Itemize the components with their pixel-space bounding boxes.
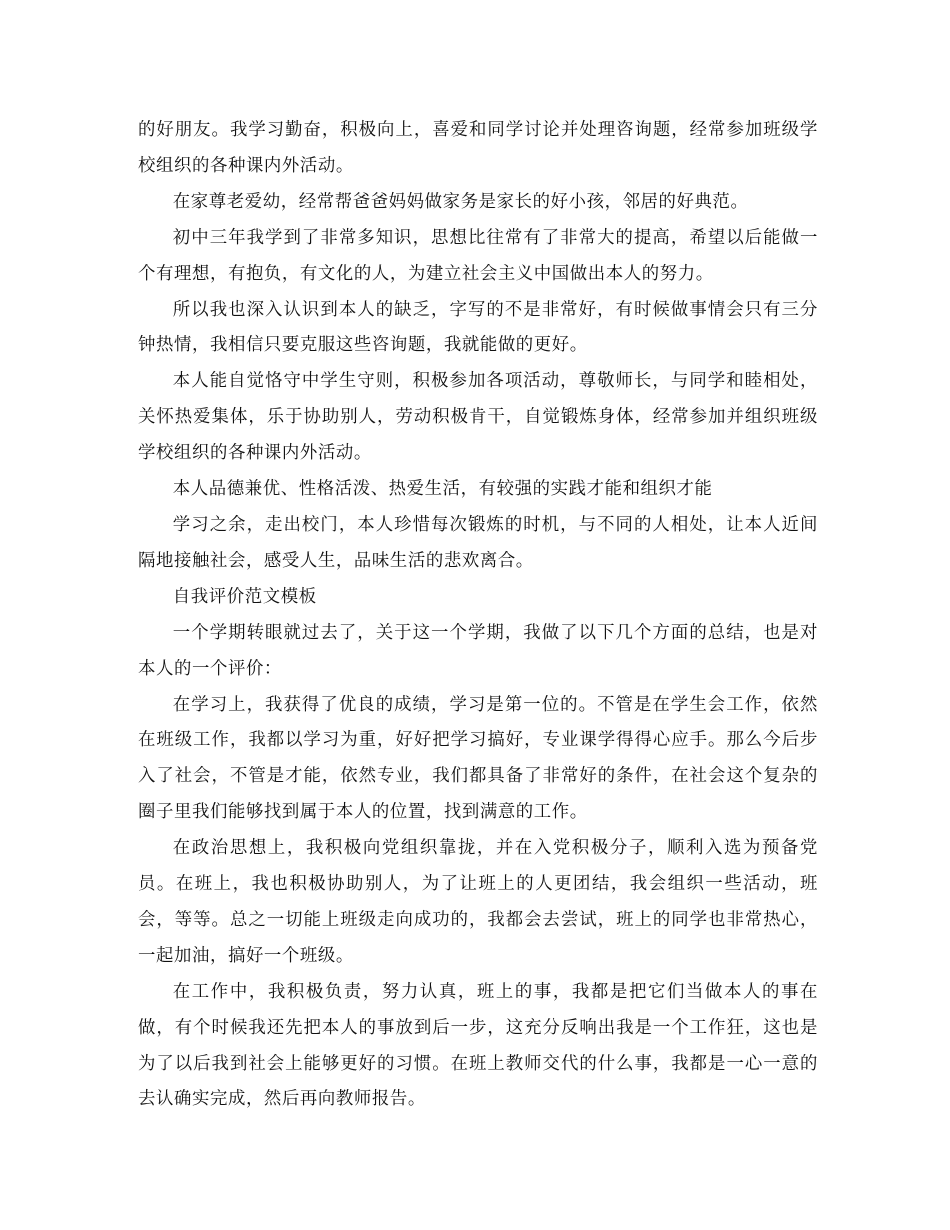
paragraph-continuation: 的好朋友。我学习勤奋，积极向上，喜爱和同学讨论并处理咨询题，经常参加班级学校组织的各种课内外活动。 — [138, 120, 818, 176]
paragraph-politics: 在政治思想上，我积极向党组织靠拢，并在入党积极分子，顺利入选为预备党员。在班上，我也积极协助别人，为了让班上的人更团结，我会组织一些活动，班会，等等。总之一切能上班级走向成功的，我都会去尝试，班上的同学也非常热心，一起加油，搞好一个班级。 — [138, 838, 818, 966]
paragraph-family: 在家尊老爱幼，经常帮爸爸妈妈做家务是家长的好小孩，邻居的好典范。 — [172, 191, 749, 212]
section-heading: 自我评价范文模板 — [172, 586, 317, 607]
paragraph-shortcomings: 所以我也深入认识到本人的缺乏，字写的不是非常好，有时候做事情会只有三分钟热情，我相信只要克服这些咨询题，我就能做的更好。 — [138, 299, 818, 356]
paragraph-social-practice: 学习之余，走出校门，本人珍惜每次锻炼的时机，与不同的人相处，让本人近间隔地接触社会，感受人生，品味生活的悲欢离合。 — [138, 514, 818, 571]
paragraph-conduct: 本人能自觉恪守中学生守则，积极参加各项活动，尊敬师长，与同学和睦相处，关怀热爱集体，乐于协助别人，劳动积极肯干，自觉锻炼身体，经常参加并组织班级学校组织的各种课内外活动。 — [138, 371, 818, 464]
paragraph-semester-intro: 一个学期转眼就过去了，关于这一个学期，我做了以下几个方面的总结，也是对本人的一个评价： — [138, 622, 818, 679]
document-body — [138, 113, 818, 1118]
paragraph-study: 在学习上，我获得了优良的成绩，学习是第一位的。不管是在学生会工作，依然在班级工作，我都以学习为重，好好把学习搞好，专业课学得得心应手。那么今后步入了社会，不管是才能，依然专业，我们都具备了非常好的条件，在社会这个复杂的圈子里我们能够找到属于本人的位置，找到满意的工作。 — [138, 694, 818, 823]
paragraph-junior-high: 初中三年我学到了非常多知识，思想比往常有了非常大的提高，希望以后能做一个有理想，有抱负，有文化的人，为建立社会主义中国做出本人的努力。 — [138, 227, 818, 284]
paragraph-work: 在工作中，我积极负责，努力认真，班上的事，我都是把它们当做本人的事在做，有个时候我还先把本人的事放到后一步，这充分反响出我是一个工作狂，这也是为了以后我到社会上能够更好的习惯。在班上教师交代的什么事，我都是一心一意的去认确实完成，然后再向教师报告。 — [138, 981, 818, 1110]
paragraph-character: 本人品德兼优、性格活泼、热爱生活，有较强的实践才能和组织才能 — [172, 479, 713, 500]
